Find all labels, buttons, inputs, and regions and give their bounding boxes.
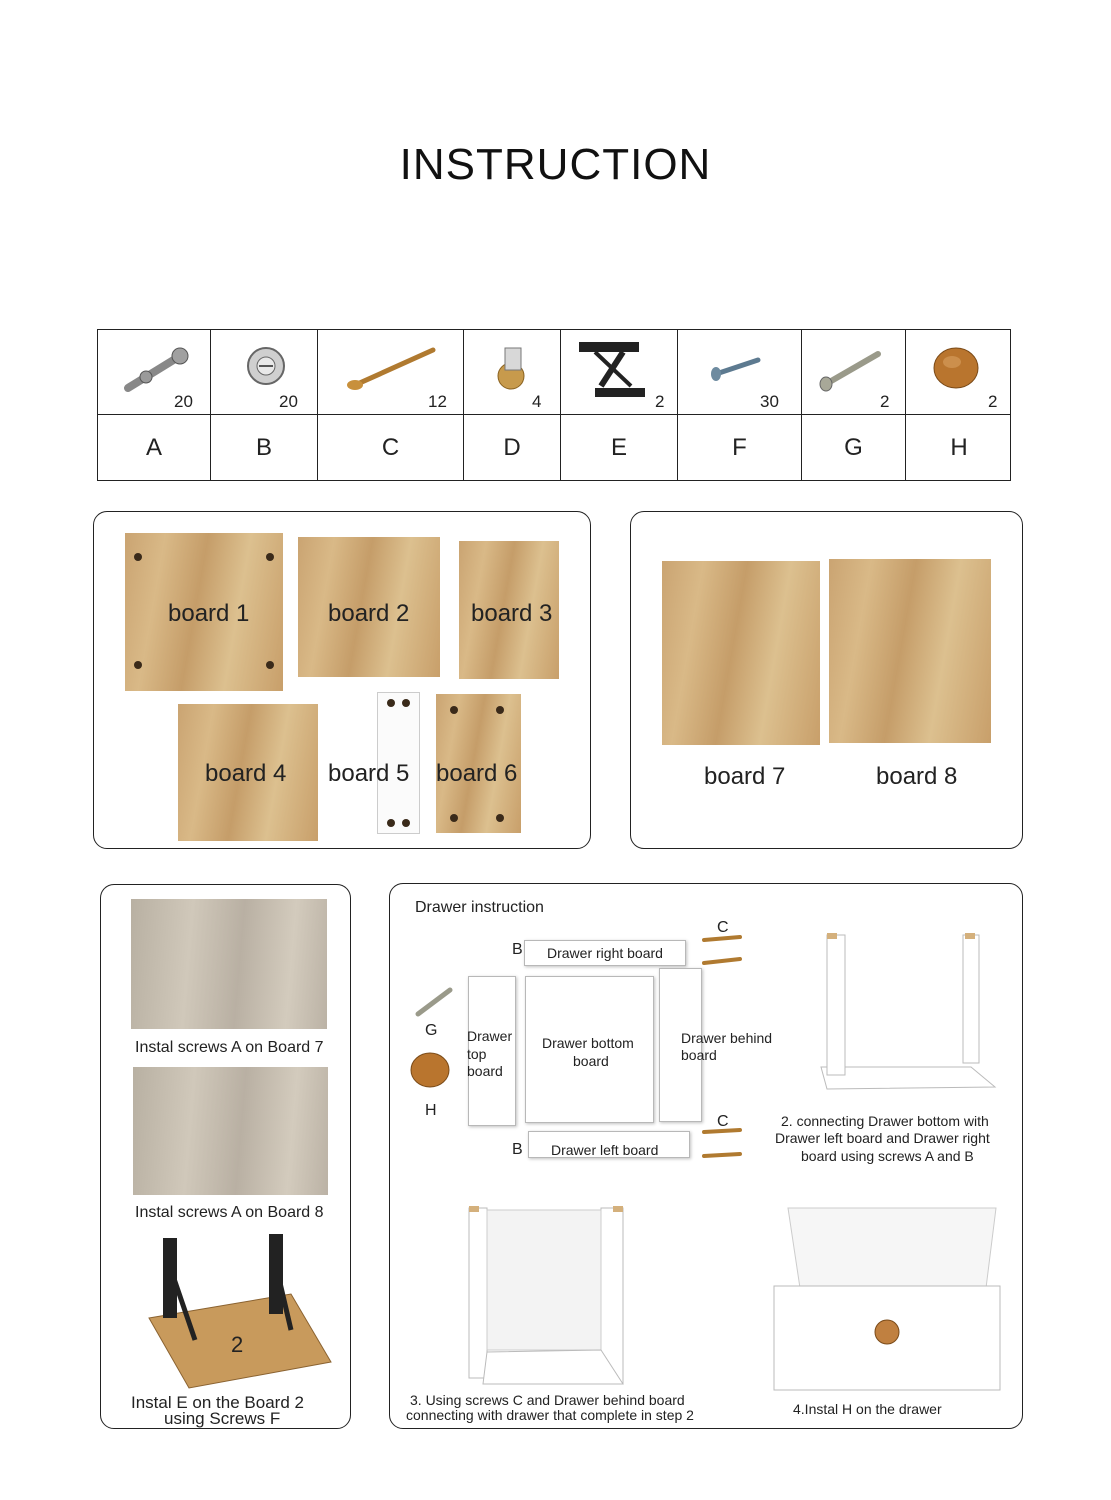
- lift-hinge-icon: [575, 336, 655, 401]
- part-letter: G: [844, 434, 863, 461]
- part-count: 30: [760, 392, 779, 411]
- step3-caption-1: 3. Using screws C and Drawer behind board: [410, 1392, 685, 1408]
- drawer-top-label-1: Drawer: [467, 1028, 513, 1044]
- drawer-step2-image: [805, 929, 1005, 1099]
- drawer-panel: [389, 883, 1023, 1429]
- label-h: H: [425, 1102, 437, 1119]
- part-cell-g: [801, 330, 905, 480]
- part-count: 2: [880, 392, 890, 411]
- label-g: G: [425, 1022, 438, 1039]
- part-letter: A: [145, 434, 162, 461]
- drawer-bottom-label-2: board: [573, 1053, 609, 1069]
- step-caption-board-7: Instal screws A on Board 7: [135, 1039, 324, 1056]
- boards-panel: [93, 511, 591, 849]
- hinge-install-image: [141, 1230, 341, 1390]
- step-caption-board-8: Instal screws A on Board 8: [135, 1204, 324, 1221]
- board-3-label: board 3: [471, 600, 553, 627]
- board-8-label: board 8: [876, 763, 958, 790]
- boards-panel-2: [630, 511, 1023, 849]
- part-count: 2: [988, 392, 998, 411]
- step-caption-hinge-2: using Screws F: [164, 1409, 281, 1428]
- board-4-label: board 4: [205, 760, 287, 787]
- drawer-bottom-label-1: Drawer bottom: [542, 1035, 634, 1051]
- part-cell-d: [463, 330, 560, 480]
- drawer-top-label-3: board: [467, 1063, 503, 1079]
- bolt-a-icon: [118, 338, 198, 398]
- step3-caption-2: connecting with drawer that complete in step 2: [406, 1407, 694, 1423]
- page-title: INSTRUCTION: [399, 140, 712, 189]
- drawer-step4-image: [770, 1200, 1010, 1396]
- machine-screw-icon: [816, 344, 886, 394]
- board-1-label: board 1: [168, 600, 250, 627]
- part-letter: B: [255, 434, 272, 461]
- board-7-label: board 7: [704, 763, 786, 790]
- part-cell-f: [677, 330, 801, 480]
- drawer-behind-label-1: Drawer behind: [681, 1030, 773, 1046]
- step-number: 2: [231, 1332, 244, 1357]
- dowel-nut-icon: [489, 338, 539, 398]
- small-screw-icon: [708, 350, 768, 390]
- drawer-step3-image: [463, 1202, 643, 1386]
- step2-caption-3: board using screws A and B: [801, 1148, 974, 1164]
- board-steps-panel: [100, 884, 351, 1429]
- board-6-label: board 6: [436, 760, 518, 787]
- part-count: 20: [174, 392, 193, 411]
- part-letter: H: [950, 434, 968, 461]
- part-cell-h: [905, 330, 1012, 480]
- screw-c-icon: [700, 1124, 745, 1164]
- label-c-bottom: C: [717, 1113, 729, 1130]
- drawer-behind-label-2: board: [681, 1047, 717, 1063]
- step4-caption: 4.Instal H on the drawer: [793, 1401, 942, 1417]
- wood-screw-icon: [343, 338, 443, 398]
- screw-g-icon: [412, 982, 457, 1020]
- board-8-image: [829, 559, 991, 743]
- step-caption-hinge-1: Instal E on the Board 2: [131, 1393, 304, 1412]
- part-count: 12: [428, 392, 447, 411]
- step2-caption-2: Drawer left board and Drawer right: [775, 1130, 990, 1146]
- label-c-top: C: [717, 919, 729, 936]
- board-8-screws-image: [133, 1067, 328, 1195]
- label-b-top: B: [512, 941, 523, 958]
- drawer-top-label-2: top: [467, 1046, 487, 1062]
- step2-caption-1: 2. connecting Drawer bottom with: [781, 1113, 989, 1129]
- board-2-label: board 2: [328, 600, 410, 627]
- part-letter: D: [503, 434, 521, 461]
- label-b-bottom: B: [512, 1141, 523, 1158]
- part-cell-c: [317, 330, 463, 480]
- part-count: 4: [532, 392, 542, 411]
- part-letter: F: [732, 434, 747, 461]
- parts-table: [97, 329, 1011, 481]
- drawer-heading: Drawer instruction: [415, 899, 544, 916]
- part-count: 20: [279, 392, 298, 411]
- knob-h-icon: [408, 1050, 454, 1092]
- drawer-left-board-label: Drawer left board: [551, 1142, 659, 1158]
- part-letter: C: [381, 434, 400, 461]
- screw-c-icon: [700, 930, 745, 970]
- part-letter: E: [610, 434, 627, 461]
- board-7-screws-image: [131, 899, 327, 1029]
- board-5-label: board 5: [328, 760, 410, 787]
- part-cell-b: [210, 330, 317, 480]
- part-cell-e: [560, 330, 677, 480]
- drawer-right-board-label: Drawer right board: [547, 945, 663, 961]
- part-cell-a: [98, 330, 210, 480]
- knob-icon: [928, 342, 988, 402]
- cam-lock-icon: [236, 338, 296, 398]
- board-7-image: [662, 561, 820, 745]
- part-count: 2: [655, 392, 665, 411]
